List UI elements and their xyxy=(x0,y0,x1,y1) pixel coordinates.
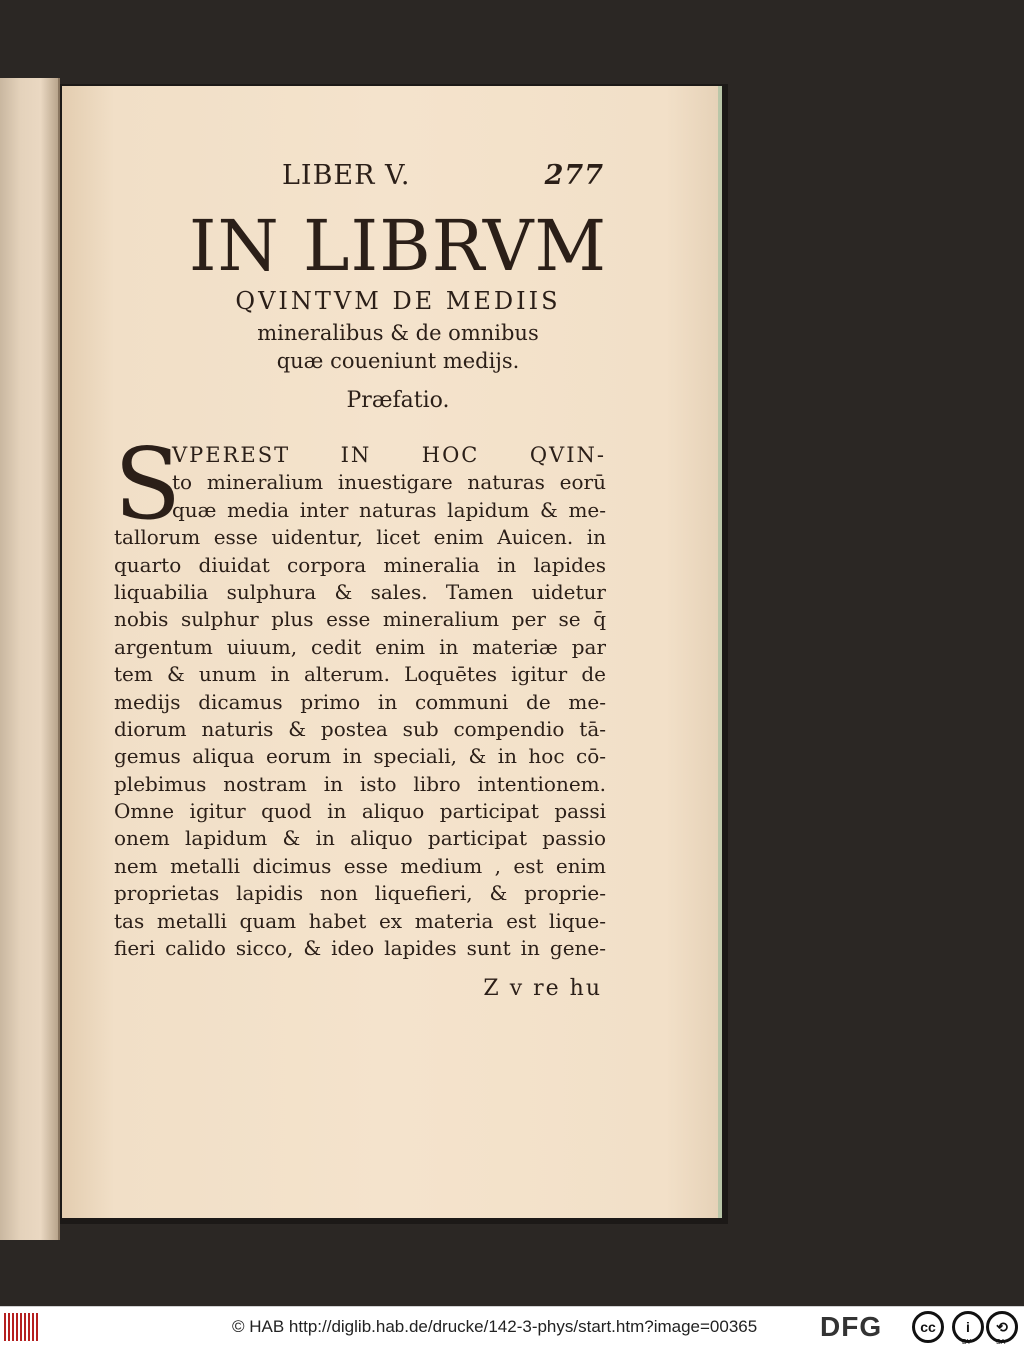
text-line: proprietas lapidis non liquefieri, & proprie- xyxy=(114,881,606,906)
text-line: to mineralium inuestigare naturas eorū xyxy=(172,470,606,495)
text-line: fieri calido sicco, & ideo lapides sunt in gene- xyxy=(114,936,606,961)
section-heading: Præfatio. xyxy=(346,388,450,413)
subtitle: QVINTVM DE MEDIIS xyxy=(235,287,561,315)
drop-cap: S xyxy=(114,428,182,542)
text-line: VPEREST IN HOC QVIN- xyxy=(172,443,606,467)
text-line: tallorum esse uidentur, licet enim Auicen. in xyxy=(114,525,606,550)
folio-number: 277 xyxy=(544,160,604,191)
main-title: IN LIBRVM xyxy=(188,205,608,287)
by-label: BY xyxy=(962,1339,972,1346)
text-line: diorum naturis & postea sub compendio tā- xyxy=(114,716,606,741)
barcode-icon xyxy=(4,1313,40,1341)
share-alike-icon[interactable]: ⟲ xyxy=(986,1311,1018,1343)
source-link[interactable]: © HAB http://diglib.hab.de/drucke/142-3-phys/start.htm?image=00365 xyxy=(232,1317,758,1336)
text-line: liquabilia sulphura & sales. Tamen uidetur xyxy=(114,579,606,604)
body-text xyxy=(114,442,606,962)
sa-label: SA xyxy=(996,1339,1006,1346)
text-line: plebimus nostram in isto libro intentionem. xyxy=(114,771,606,796)
running-head xyxy=(282,160,642,200)
subtitle-line-1: mineralibus & de omnibus xyxy=(257,321,539,345)
running-title: LIBER V. xyxy=(282,160,411,191)
book-page xyxy=(62,86,722,1218)
subtitle-line-2: quæ coueniunt medijs. xyxy=(276,349,520,373)
text-line: nobis sulphur plus esse mineralium per se q̄ xyxy=(114,607,606,632)
text-line: tem & unum in alterum. Loquētes igitur de xyxy=(114,662,606,687)
text-line: tas metalli quam habet ex materia est lique- xyxy=(114,908,606,933)
text-line: onem lapidum & in aliquo participat passio xyxy=(114,826,606,851)
previous-page-edge xyxy=(0,78,60,1240)
creative-commons-icon[interactable]: cc xyxy=(912,1311,944,1343)
text-line: medijs dicamus primo in communi de me- xyxy=(114,689,606,714)
footer-bar xyxy=(0,1306,1024,1347)
attribution-icon[interactable]: i xyxy=(952,1311,984,1343)
text-line: argentum uiuum, cedit enim in materiæ par xyxy=(114,634,606,659)
text-line: nem metalli dicimus esse medium , est enim xyxy=(114,853,606,878)
text-line: Omne igitur quod in aliquo participat passi xyxy=(114,799,606,824)
text-line: quæ media inter naturas lapidum & me- xyxy=(172,497,606,522)
dfg-logo: DFG xyxy=(820,1311,883,1342)
catchword: Z v re hu xyxy=(483,976,602,1001)
text-line: gemus aliqua eorum in speciali, & in hoc cō- xyxy=(114,744,606,769)
text-line: quarto diuidat corpora mineralia in lapides xyxy=(114,552,606,577)
